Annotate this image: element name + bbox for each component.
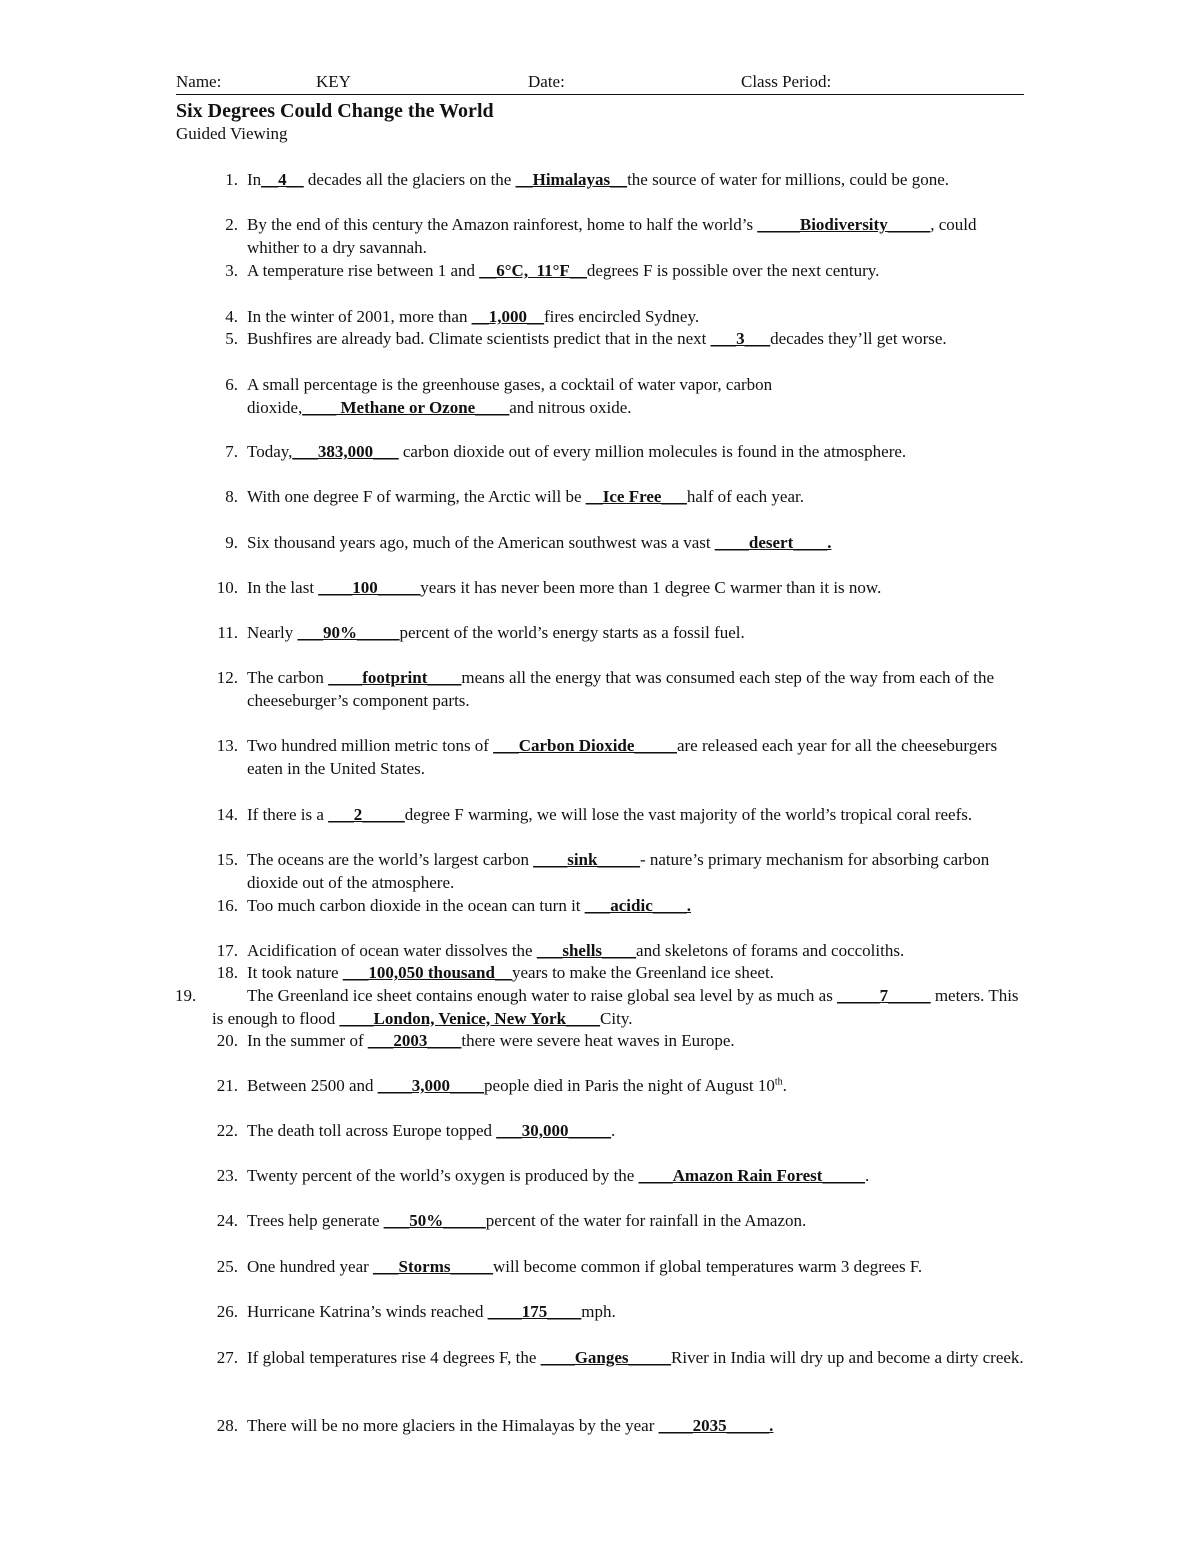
answer: ____3,000____ [377,1076,485,1095]
answer: __1,000__ [471,307,544,326]
question-1: 1. In__4__ decades all the glaciers on the __Himalayas__the source of water for millions, could be gone. [225,170,950,189]
question-6: 6. A small percentage is the greenhouse gases, a cocktail of water vapor, carbon dioxide,____ Methane or Ozone____and nitrous oxide. [225,375,773,417]
answer: ____175____ [487,1302,582,1321]
answer: ___acidic____. [584,896,692,915]
answer: ____London, Venice, New York____ [339,1008,601,1028]
answer: ___shells____ [536,941,637,960]
page-title: Six Degrees Could Change the World [176,100,494,122]
answer: ___Carbon Dioxide_____ [493,736,677,755]
question-13: 13. Two hundred million metric tons of ___Carbon Dioxide_____are released each year for all the cheeseburgers eaten in the United States. [216,736,998,778]
question-10: 10. In the last ____100_____years it has never been more than 1 degree C warmer than it is now. [216,578,882,597]
question-7: 7. Today,___383,000___ carbon dioxide out of every million molecules is found in the atmosphere. [225,442,907,461]
answer: __6°C, 11°F__ [479,261,587,280]
question-26: 26. Hurricane Katrina’s winds reached ____175____mph. [216,1302,616,1321]
question-27: 27. If global temperatures rise 4 degrees F, the ____Ganges_____River in India will dry up and become a dirty creek. [216,1348,1024,1367]
answer: ____100_____ [318,578,421,597]
question-16: 16. Too much carbon dioxide in the ocean can turn it ___acidic____. [216,896,692,915]
question-23: 23. Twenty percent of the world’s oxygen is produced by the ____Amazon Rain Forest_____. [216,1166,870,1185]
answer: ____Ganges_____ [540,1348,672,1367]
question-19: 19. The Greenland ice sheet contains enough water to raise global sea level by as much as _____7_____ meters. This is enough to flood ____London, Venice, New York____City. [175,986,1019,1028]
date-label: Date: [528,72,565,91]
question-25: 25. One hundred year ___Storms_____will become common if global temperatures warm 3 degrees F. [216,1257,923,1276]
question-21: 21. Between 2500 and ____3,000____people died in Paris the night of August 10th. [216,1076,787,1095]
question-22: 22. The death toll across Europe topped ___30,000_____. [216,1121,616,1140]
answer: __4__ [261,170,304,189]
answer: __Ice Free___ [585,487,687,506]
answer: ____Amazon Rain Forest_____ [638,1166,865,1185]
answer: ___100,050 thousand__ [342,963,512,982]
question-15: 15. The oceans are the world’s largest carbon ____sink_____- nature’s primary mechanism for absorbing carbon dioxide out of the atmosphere. [216,850,990,892]
question-4: 4. In the winter of 2001, more than __1,000__fires encircled Sydney. [225,307,700,326]
answer: ____ Methane or Ozone____ [302,397,510,417]
answer: ____2035_____. [658,1416,774,1435]
answer: _____Biodiversity_____ [757,215,931,234]
answer: _____7_____ [837,986,931,1005]
question-12: 12. The carbon ____footprint____means all the energy that was consumed each step of the way from each of the cheeseburger’s component parts. [216,668,994,710]
answer: ____footprint____ [328,668,462,687]
class-period-label: Class Period: [741,72,832,91]
answer: ___2003____ [367,1031,462,1050]
answer: ____desert____. [714,533,832,552]
answer: __Himalayas__ [515,170,628,189]
question-17: 17. Acidification of ocean water dissolves the ___shells____and skeletons of forams and coccoliths. [216,941,905,960]
question-9: 9. Six thousand years ago, much of the American southwest was a vast ____desert____. [225,533,832,552]
question-2: 2. By the end of this century the Amazon rainforest, home to half the world’s _____Biodiversity_____, could whither to a dry savannah. [225,215,977,257]
question-5: 5. Bushfires are already bad. Climate scientists predict that in the next ___3___decades they’ll get worse. [225,329,947,348]
answer: ___50%_____ [383,1211,486,1230]
header-line [176,71,1024,95]
answer: ___2_____ [328,805,405,824]
question-11: 11. Nearly ___90%_____percent of the world’s energy starts as a fossil fuel. [217,623,745,642]
question-8: 8. With one degree F of warming, the Arctic will be __Ice Free___half of each year. [225,487,804,506]
page-subtitle: Guided Viewing [176,124,288,143]
question-3: 3. A temperature rise between 1 and __6°C, 11°F__degrees F is possible over the next century. [225,261,880,280]
question-14: 14. If there is a ___2_____degree F warming, we will lose the vast majority of the world’s tropical coral reefs. [216,805,973,824]
name-value: KEY [316,72,351,91]
answer: ____sink_____ [533,850,640,869]
answer: ___90%_____ [297,623,400,642]
answer: ___30,000_____ [496,1121,612,1140]
question-20: 20. In the summer of ___2003____there were severe heat waves in Europe. [216,1031,735,1050]
answer: ___383,000___ [292,442,399,461]
question-28: 28. There will be no more glaciers in the Himalayas by the year ____2035_____. [216,1416,774,1435]
question-24: 24. Trees help generate ___50%_____percent of the water for rainfall in the Amazon. [216,1211,807,1230]
name-label: Name: [176,72,222,91]
answer: ___Storms_____ [373,1257,493,1276]
question-18: 18. It took nature ___100,050 thousand__years to make the Greenland ice sheet. [216,963,774,982]
answer: ___3___ [710,329,771,348]
